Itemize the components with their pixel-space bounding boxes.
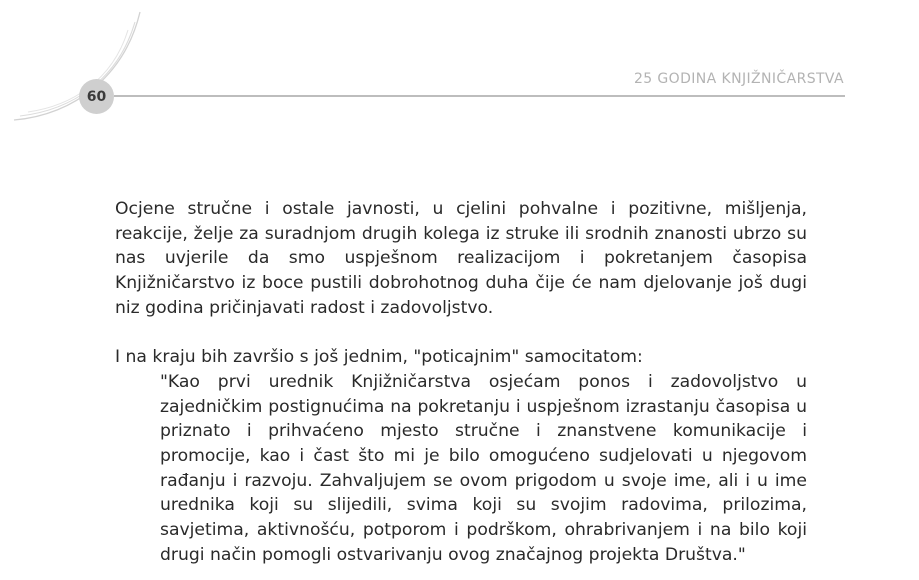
header-rule <box>114 95 845 97</box>
paragraph-2-intro: I na kraju bih završio s još jednim, "poticajnim" samocitatom: <box>115 347 643 368</box>
page-number-badge <box>79 79 114 114</box>
running-title: 25 GODINA KNJIŽNIČARSTVA <box>633 71 844 87</box>
body-text <box>115 197 807 568</box>
paragraph-1: Ocjene stručne i ostale javnosti, u cjelini pohvalne i pozitivne, mišljenja, reakcije, želje za suradnjom drugih kolega iz struke ili srodnih znanosti ubrzo su nas uvjerile da smo uspješnom realizacijom i pokretanjem časopisa Knjižničarstvo iz boce pustili dobrohotnog duha čije će nam djelovanje još dugi niz godina pričinjavati radost i zadovoljstvo. <box>115 199 807 318</box>
decorative-swoosh-graphic <box>0 0 160 130</box>
block-quote: "Kao prvi urednik Knjižničarstva osjećam ponos i zadovoljstvo u zajedničkim postignućima na pokretanju i uspješnom izrastanju časopisa u priznato i prihvaćeno mjesto stručne i znanstvene komunikacije i promocije, kao i čast što mi je bilo omogućeno sudjelovati u njegovom rađanju i razvoju. Zahvaljujem se ovom prigodom u svoje ime, ali i u ime urednika koji su slijedili, svima koji su svojim radovima, prilozima, savjetima, aktivnošću, potporom i podrškom, ohrabrivanjem i na bilo koji drugi način pomogli ostvarivanju ovog značajnog projekta Društva." <box>160 371 807 565</box>
swoosh-curve-middle <box>20 22 135 116</box>
page-number: 60 <box>86 88 107 105</box>
swoosh-curve-outer <box>14 12 140 120</box>
